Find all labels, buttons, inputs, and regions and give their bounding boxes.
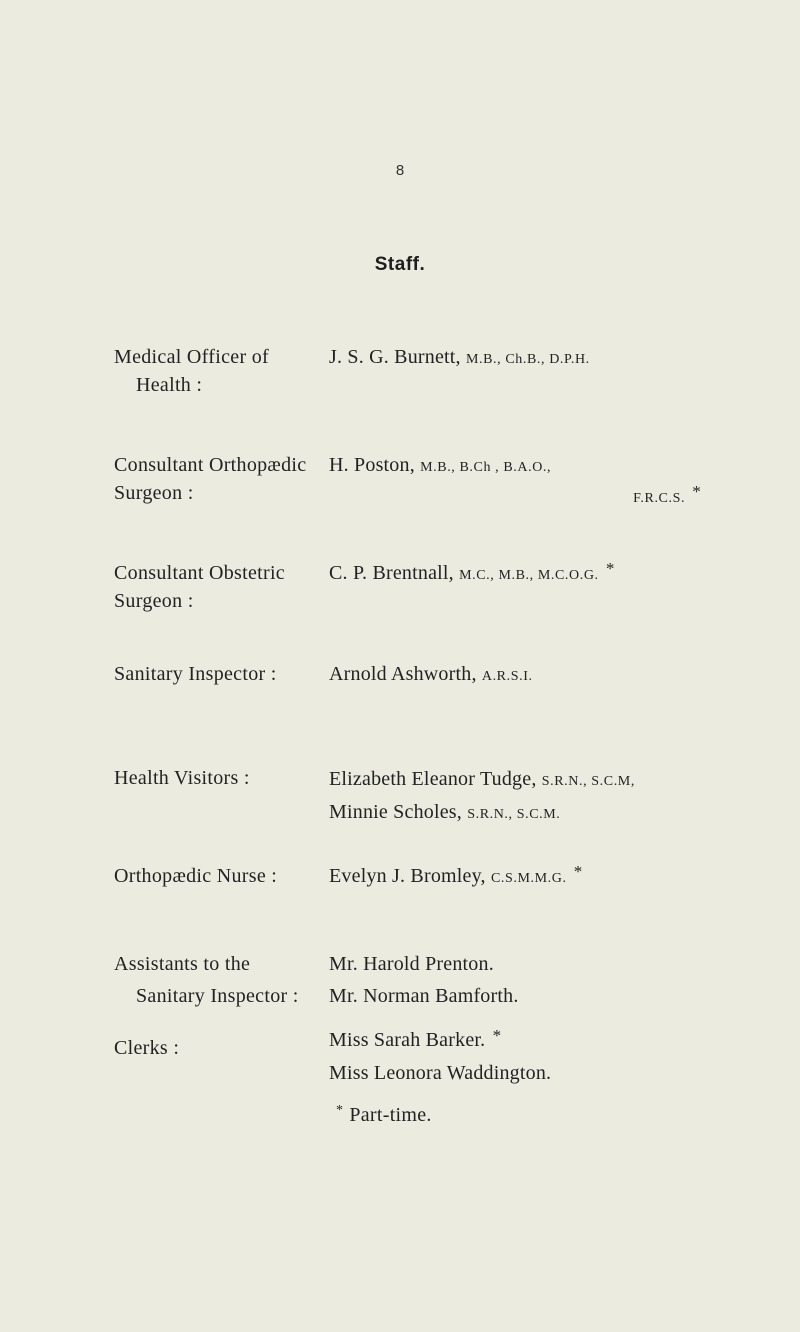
staff-role <box>114 948 324 1012</box>
staff-name: J. S. G. Burnett, <box>329 346 461 368</box>
staff-qualifications: M.B., Ch.B., D.P.H. <box>465 352 590 367</box>
staff-name: Mr. Harold Prenton. <box>329 953 494 975</box>
staff-names <box>329 1024 789 1089</box>
staff-name: Miss Leonora Waddington. <box>329 1062 552 1084</box>
role-line: Medical Officer of <box>114 346 269 368</box>
staff-name-line <box>329 451 789 482</box>
role-line: Consultant Obstetric <box>114 562 285 584</box>
role-line: Health Visitors : <box>114 767 250 789</box>
staff-name-line <box>329 343 789 374</box>
staff-role <box>114 559 324 615</box>
staff-name: Elizabeth Eleanor Tudge, <box>329 768 537 790</box>
role-line: Health : <box>136 374 203 396</box>
role-line: Sanitary Inspector : <box>136 985 299 1007</box>
part-time-asterisk: * <box>605 559 615 578</box>
staff-name-line <box>329 948 789 980</box>
staff-qualifications: C.S.M.M.G. <box>490 871 567 886</box>
staff-qualifications: F.R.C.S. <box>633 491 686 506</box>
staff-qualifications: M.B., B.Ch , B.A.O., <box>420 460 552 475</box>
staff-role <box>114 451 324 507</box>
page-number: 8 <box>395 162 405 179</box>
staff-name: Mr. Norman Bamforth. <box>329 985 519 1007</box>
role-line: Clerks : <box>114 1037 180 1059</box>
staff-role <box>114 1034 324 1062</box>
staff-qualifications: S.R.N., S.C.M. <box>467 807 561 822</box>
staff-name: Miss Sarah Barker. <box>329 1029 486 1051</box>
staff-names <box>329 559 789 590</box>
staff-name-line <box>329 660 789 691</box>
part-time-asterisk: * <box>573 862 583 881</box>
role-line: Surgeon : <box>114 482 194 504</box>
staff-qualifications: M.C., M.B., M.C.O.G. <box>459 568 599 583</box>
staff-qualifications: S.R.N., S.C.M, <box>541 774 635 789</box>
role-line: Assistants to the <box>114 953 251 975</box>
footnote <box>336 1104 432 1127</box>
staff-role <box>114 764 324 792</box>
staff-name-line <box>329 559 789 590</box>
part-time-asterisk: * <box>492 1026 502 1045</box>
staff-names <box>329 862 789 893</box>
staff-name: H. Poston, <box>329 454 415 476</box>
part-time-asterisk: * <box>692 482 701 501</box>
staff-names <box>329 764 789 830</box>
role-line: Orthopædic Nurse : <box>114 865 278 887</box>
role-line: Surgeon : <box>114 590 194 612</box>
staff-role <box>114 343 324 399</box>
staff-names <box>329 451 789 513</box>
staff-role <box>114 862 324 890</box>
staff-name: Minnie Scholes, <box>329 801 462 823</box>
role-line: Consultant Orthopædic <box>114 454 307 476</box>
staff-name-line <box>329 862 789 893</box>
staff-name-line <box>329 1057 789 1089</box>
staff-names <box>329 948 789 1012</box>
staff-name: Arnold Ashworth, <box>329 663 477 685</box>
footnote-text: Part-time. <box>349 1104 432 1126</box>
staff-name: Evelyn J. Bromley, <box>329 865 486 887</box>
staff-name-line <box>329 980 789 1012</box>
staff-role <box>114 660 324 688</box>
staff-name-line <box>329 797 789 830</box>
page-title: Staff. <box>374 254 426 275</box>
staff-name-line <box>329 764 789 797</box>
staff-names <box>329 343 789 374</box>
staff-name: C. P. Brentnall, <box>329 562 454 584</box>
staff-name-line <box>329 1024 789 1057</box>
role-line: Sanitary Inspector : <box>114 663 277 685</box>
staff-qualifications: A.R.S.I. <box>481 669 533 684</box>
staff-names <box>329 660 789 691</box>
staff-name-line <box>329 482 789 513</box>
footnote-asterisk: * <box>336 1103 344 1118</box>
